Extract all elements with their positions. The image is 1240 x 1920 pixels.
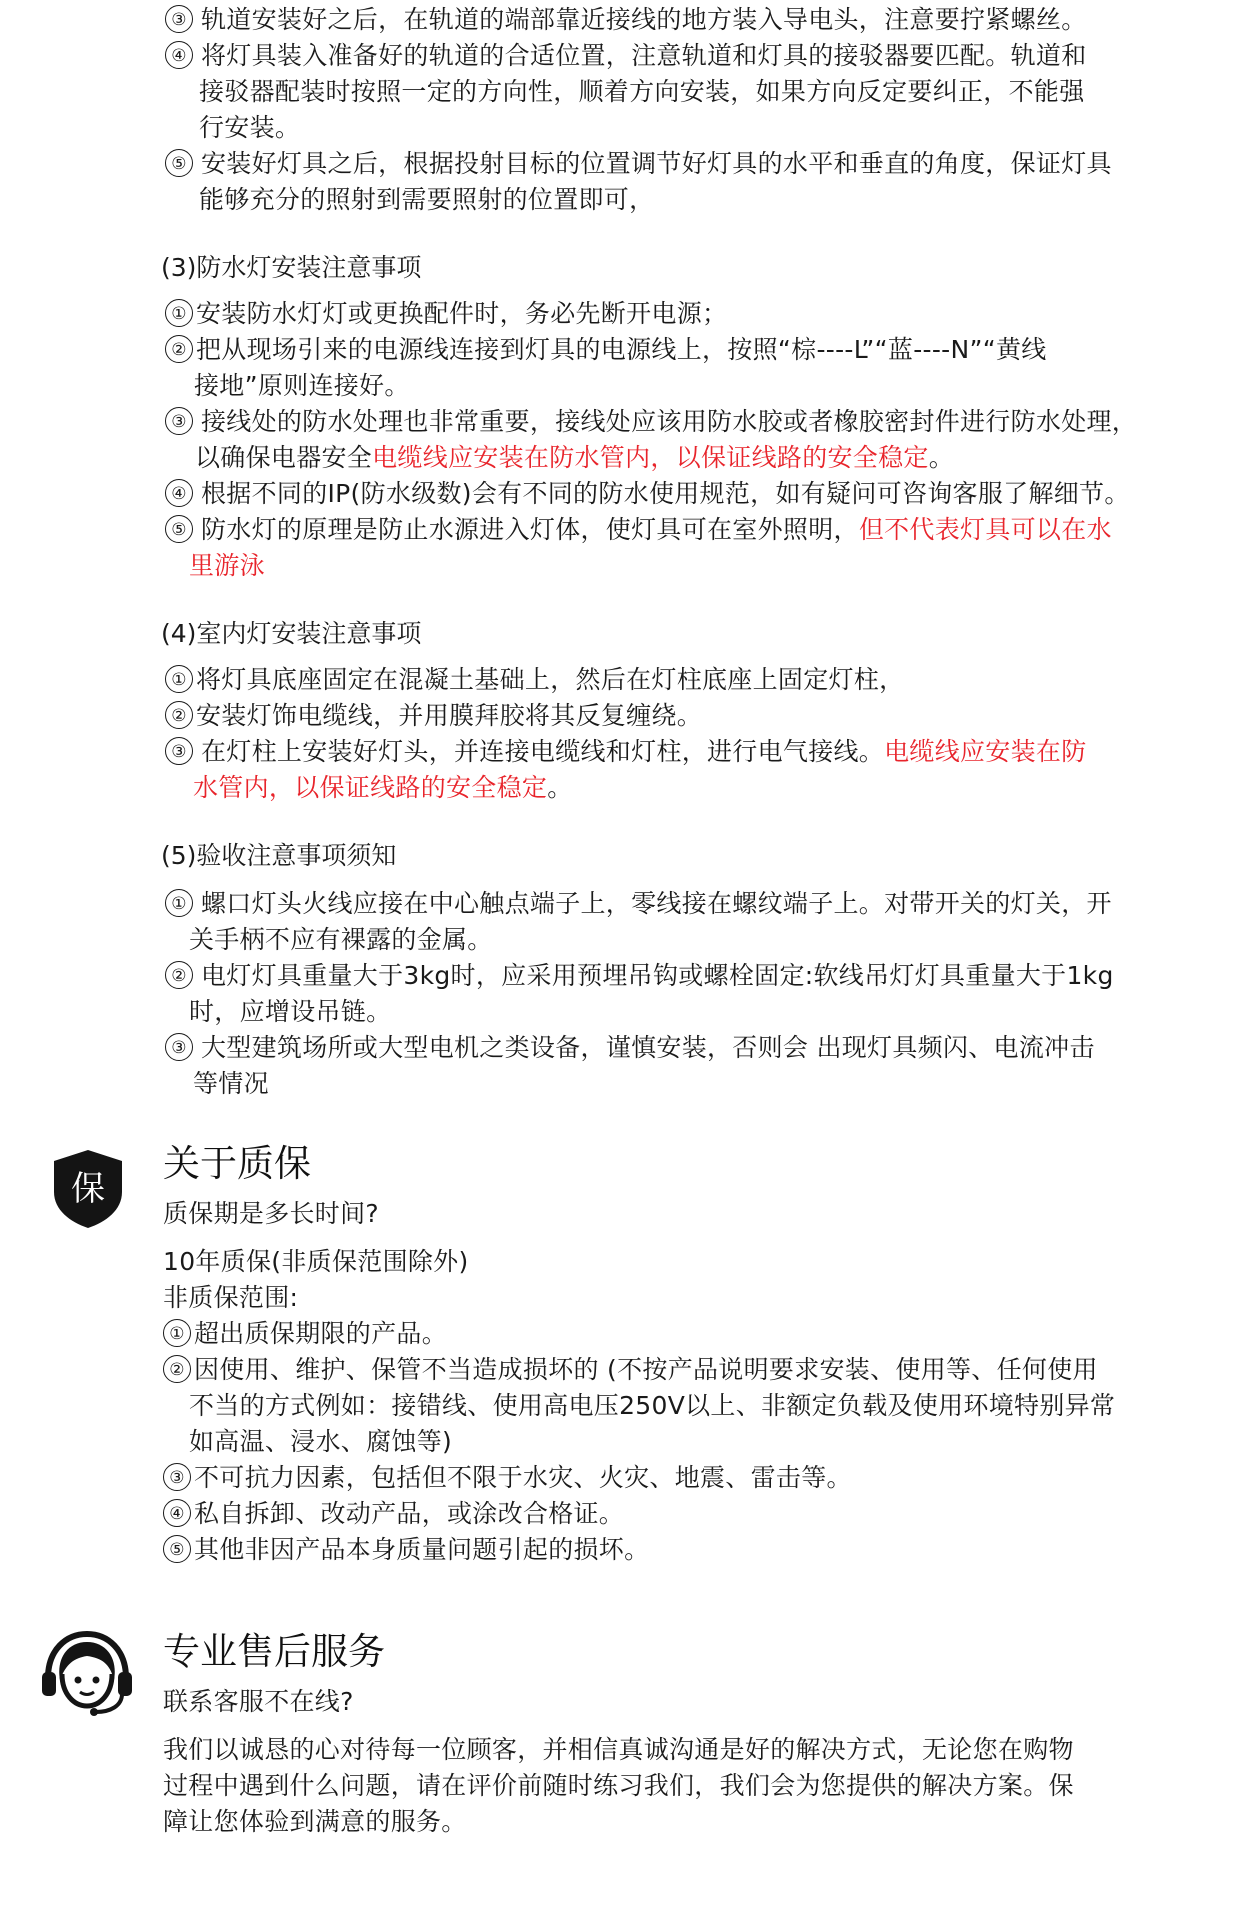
service-title: 专业售后服务 (163, 1630, 385, 1673)
acceptance-item-1: ① 螺口灯头火线应接在中心触点端子上，零线接在螺纹端子上。对带开关的灯关，开 (165, 886, 1112, 922)
install-step-5: ⑤ 安装好灯具之后，根据投射目标的位置调节好灯具的水平和垂直的角度，保证灯具 (165, 146, 1112, 182)
acceptance-item-1-cont: 关手柄不应有裸露的金属。 (189, 925, 493, 954)
acceptance-item-2-cont: 时，应增设吊链。 (189, 997, 392, 1026)
warranty-scope-label: 非质保范围: (163, 1283, 299, 1312)
waterproof-item-2-cont: 接地”原则连接好。 (194, 371, 410, 400)
indoor-item-3-cont: 水管内，以保证线路的安全稳定。 (193, 773, 573, 802)
highlight-text: 水管内，以保证线路的安全稳定 (193, 773, 548, 802)
warranty-period: 10年质保(非质保范围除外) (163, 1247, 469, 1276)
warranty-exclusion-4: ④ 私自拆卸、改动产品，或涂改合格证。 (163, 1496, 624, 1532)
warranty-exclusion-2-cont: 如高温、浸水、腐蚀等) (189, 1427, 453, 1456)
indoor-item-1: ① 将灯具底座固定在混凝土基础上，然后在灯柱底座上固定灯柱， (165, 662, 904, 698)
step-number: ② (165, 335, 193, 363)
highlight-text: 电缆线应安装在防 (884, 737, 1087, 766)
warranty-exclusion-2: ② 因使用、维护、保管不当造成损坏的 (不按产品说明要求安装、使用等、任何使用 (163, 1352, 1098, 1388)
section-heading-indoor: (4)室内灯安装注意事项 (161, 619, 422, 648)
waterproof-item-5-cont: 里游泳 (189, 551, 265, 580)
acceptance-item-3: ③ 大型建筑场所或大型电机之类设备，谨慎安装，否则会 出现灯具频闪、电流冲击 (165, 1030, 1095, 1066)
shield-icon (50, 1148, 126, 1230)
step-number: ② (165, 701, 193, 729)
acceptance-item-2: ② 电灯灯具重量大于3kg时，应采用预埋吊钩或螺栓固定:软线吊灯灯具重量大于1kg (165, 958, 1114, 994)
acceptance-item-3-cont: 等情况 (193, 1069, 269, 1098)
step-number: ③ (165, 1033, 193, 1061)
step-number: ③ (165, 5, 193, 33)
step-number: ① (165, 889, 193, 917)
warranty-question: 质保期是多长时间? (163, 1199, 379, 1228)
highlight-text: 电缆线应安装在防水管内，以保证线路的安全稳定 (372, 443, 929, 472)
step-number: ③ (165, 407, 193, 435)
install-step-4-cont: 接驳器配装时按照一定的方向性，顺着方向安装，如果方向反定要纠正，不能强 (199, 77, 1085, 106)
step-number: ① (163, 1319, 191, 1347)
install-step-4: ④ 将灯具装入准备好的轨道的合适位置，注意轨道和灯具的接驳器要匹配。轨道和 (165, 38, 1087, 74)
service-text-line: 我们以诚恳的心对待每一位顾客，并相信真诚沟通是好的解决方式，无论您在购物 (163, 1735, 1074, 1764)
install-step-3: ③ 轨道安装好之后，在轨道的端部靠近接线的地方装入导电头，注意要拧紧螺丝。 (165, 2, 1087, 38)
install-step-5-cont: 能够充分的照射到需要照射的位置即可， (199, 185, 655, 214)
indoor-item-3: ③ 在灯柱上安装好灯头，并连接电缆线和灯柱，进行电气接线。电缆线应安装在防 (165, 734, 1087, 770)
warranty-exclusion-2-cont: 不当的方式例如：接错线、使用高电压250V以上、非额定负载及使用环境特别异常 (189, 1391, 1116, 1420)
waterproof-item-5: ⑤ 防水灯的原理是防止水源进入灯体，使灯具可在室外照明，但不代表灯具可以在水 (165, 512, 1112, 548)
step-number: ④ (165, 41, 193, 69)
waterproof-item-2: ② 把从现场引来的电源线连接到灯具的电源线上，按照“棕----L”“蓝----N”“黄线 (165, 332, 1047, 368)
step-number: ④ (165, 479, 193, 507)
install-step-4-cont: 行安装。 (199, 113, 301, 142)
step-number: ③ (165, 737, 193, 765)
headset-agent-icon (38, 1628, 136, 1716)
step-number: ③ (163, 1463, 191, 1491)
service-text-line: 过程中遇到什么问题，请在评价前随时练习我们，我们会为您提供的解决方案。保 (163, 1771, 1074, 1800)
warranty-exclusion-1: ① 超出质保期限的产品。 (163, 1316, 447, 1352)
step-number: ⑤ (163, 1535, 191, 1563)
step-number: ① (165, 665, 193, 693)
waterproof-item-3-cont: 以确保电器安全电缆线应安装在防水管内，以保证线路的安全稳定。 (195, 443, 955, 472)
section-heading-acceptance: (5)验收注意事项须知 (161, 841, 397, 870)
indoor-item-2: ② 安装灯饰电缆线，并用膜拜胶将其反复缠绕。 (165, 698, 702, 734)
waterproof-item-3: ③ 接线处的防水处理也非常重要，接线处应该用防水胶或者橡胶密封件进行防水处理， (165, 404, 1137, 440)
service-question: 联系客服不在线? (163, 1687, 354, 1716)
step-number: ② (163, 1355, 191, 1383)
section-heading-waterproof: (3)防水灯安装注意事项 (161, 253, 422, 282)
warranty-exclusion-5: ⑤ 其他非因产品本身质量问题引起的损坏。 (163, 1532, 649, 1568)
service-text-line: 障让您体验到满意的服务。 (163, 1807, 467, 1836)
warranty-title: 关于质保 (163, 1142, 311, 1185)
step-number: ⑤ (165, 149, 193, 177)
step-number: ⑤ (165, 515, 193, 543)
shield-icon-char: 保 (71, 1169, 105, 1209)
step-number: ① (165, 299, 193, 327)
step-number: ④ (163, 1499, 191, 1527)
waterproof-item-1: ① 安装防水灯灯或更换配件时，务必先断开电源； (165, 296, 727, 332)
waterproof-item-4: ④ 根据不同的IP(防水级数)会有不同的防水使用规范，如有疑问可咨询客服了解细节。 (165, 476, 1130, 512)
warranty-exclusion-3: ③ 不可抗力因素，包括但不限于水灾、火灾、地震、雷击等。 (163, 1460, 852, 1496)
step-number: ② (165, 961, 193, 989)
highlight-text: 但不代表灯具可以在水 (858, 515, 1112, 544)
